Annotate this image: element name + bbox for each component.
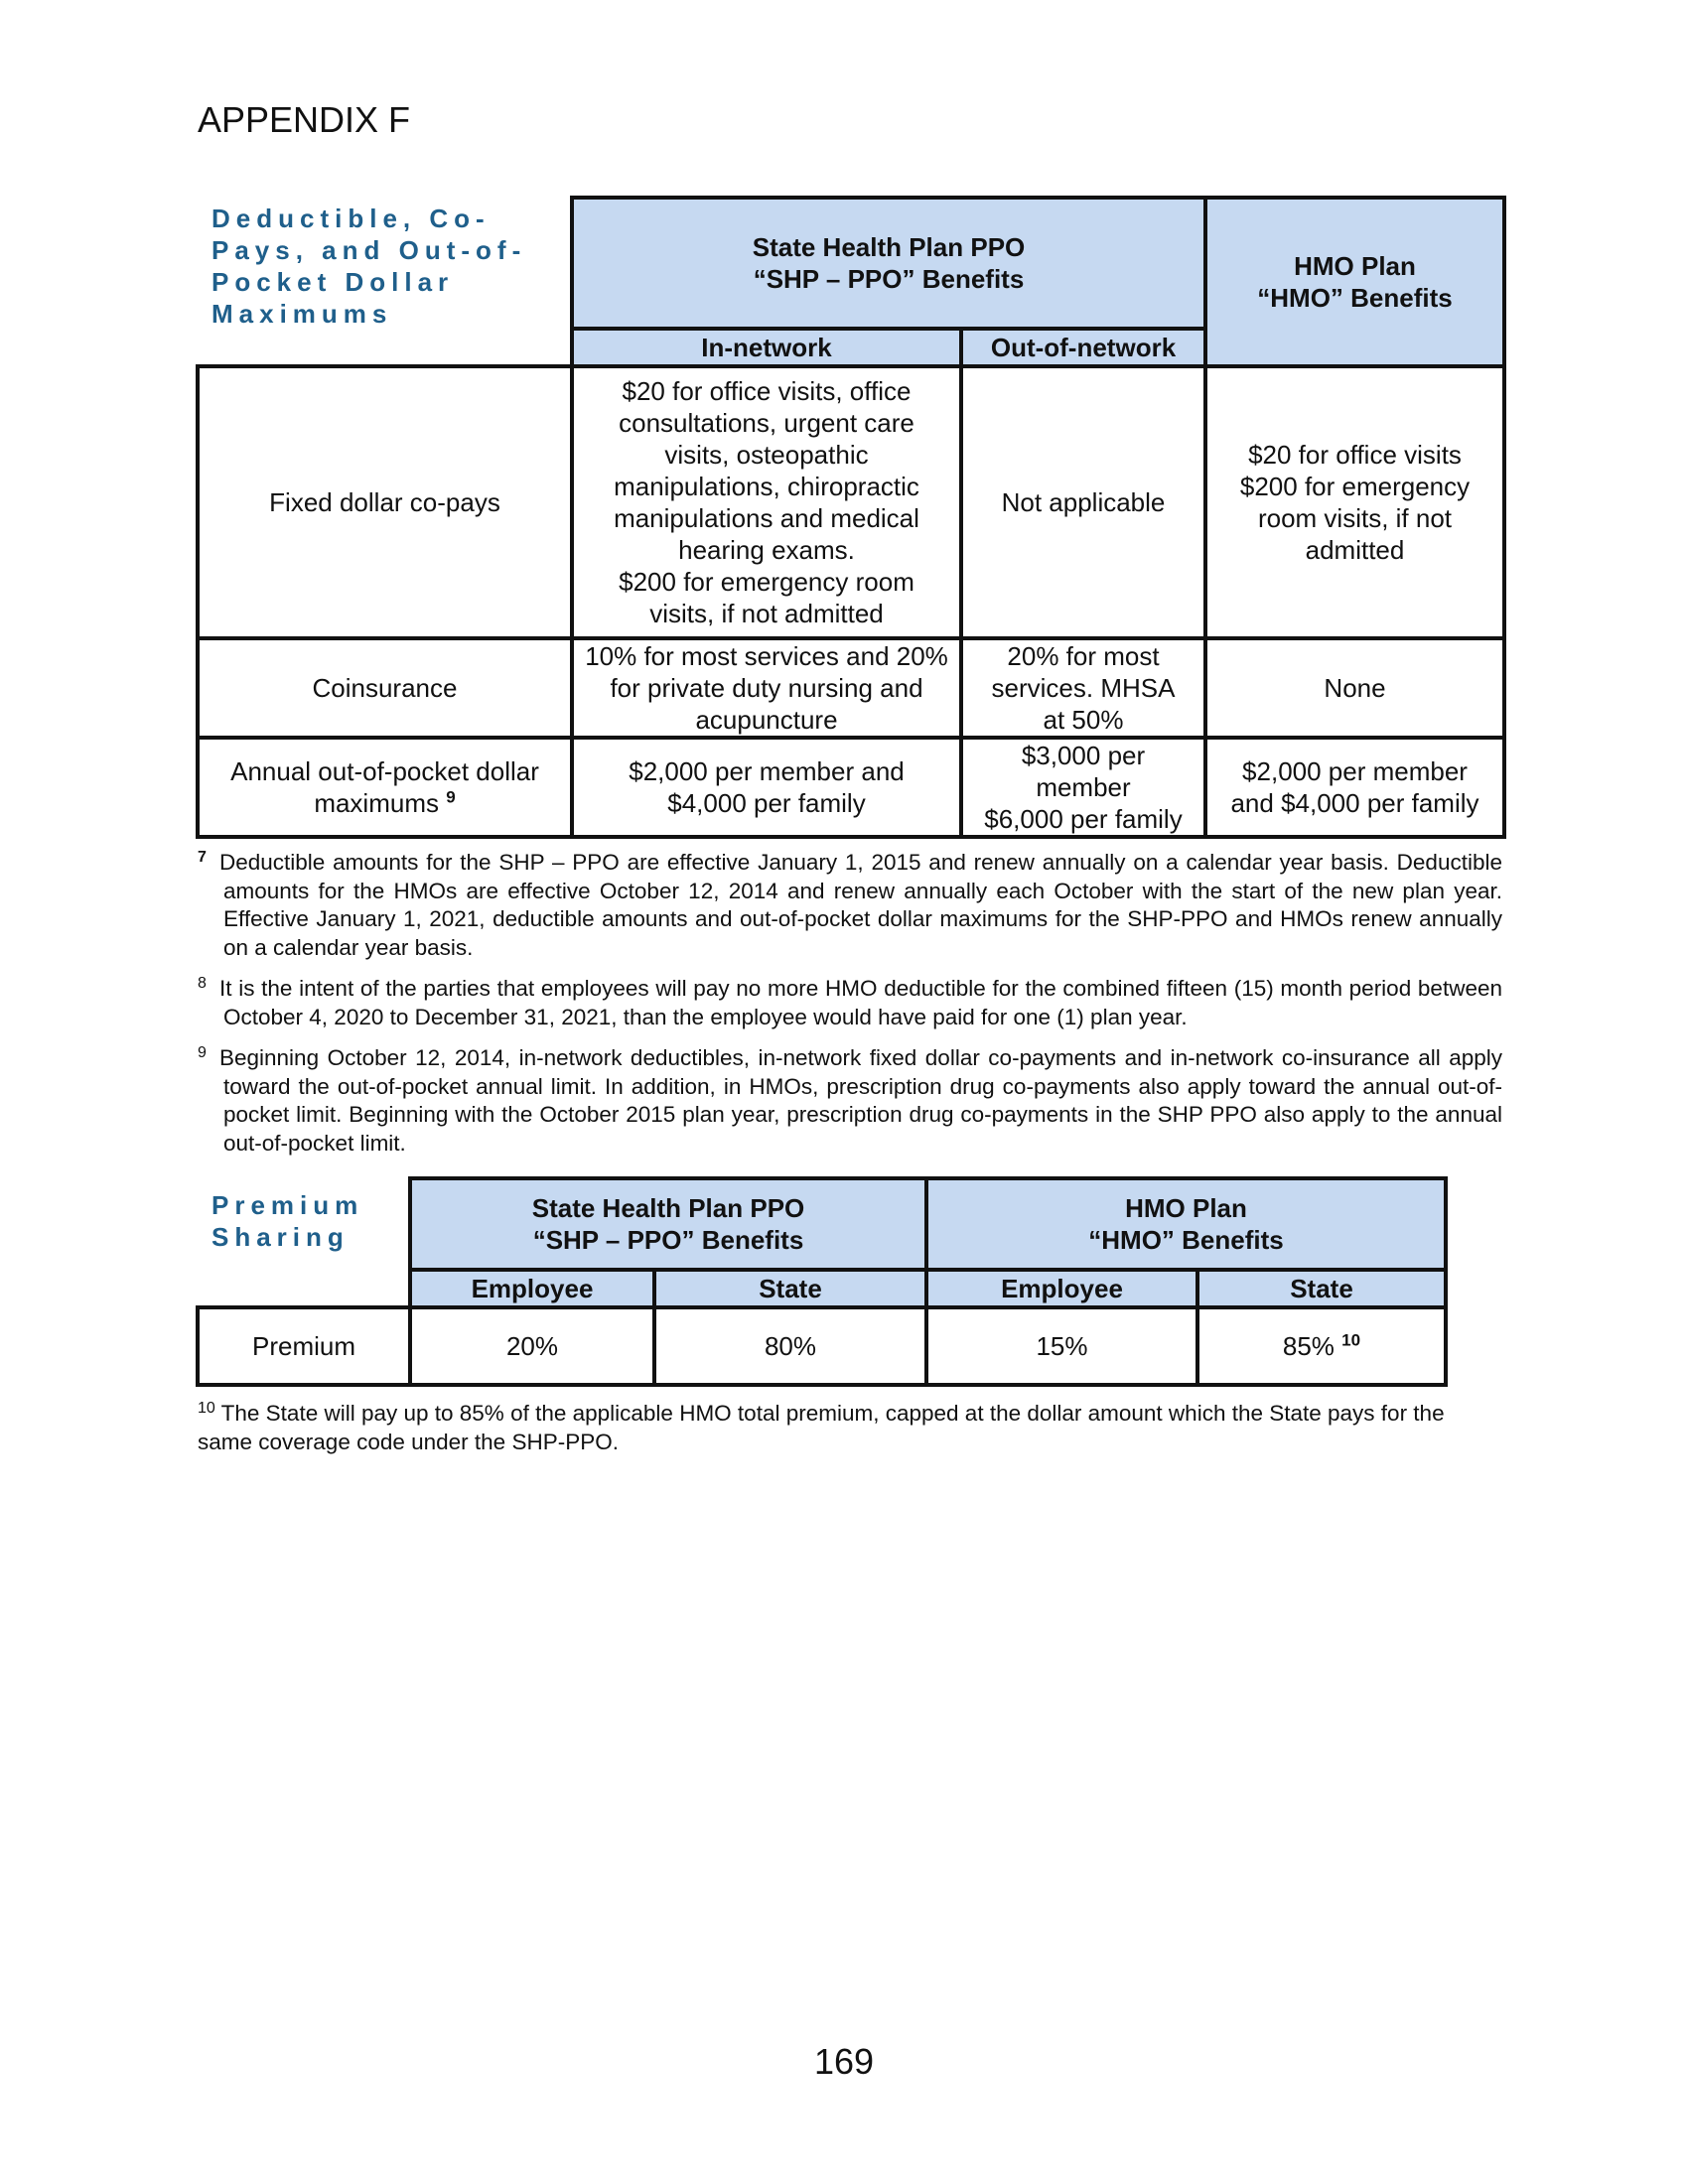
premium-section-heading: Premium Sharing <box>211 1190 364 1252</box>
premium-ppo-header: State Health Plan PPO “SHP – PPO” Benefits <box>410 1178 926 1270</box>
footnote-10: $^{10}$ The State will pay up to 85% of the applicable HMO total premium, capped at the dollar amount which the State pays for the same coverage code under the SHP-PPO. <box>198 1400 1445 1454</box>
table-row <box>198 366 1504 638</box>
cell-oop-out-of-network: $3,000 per member $6,000 per family <box>961 738 1205 837</box>
cell-copays-out-of-network: Not applicable <box>961 366 1205 638</box>
premium-table <box>196 1176 1448 1387</box>
cell-copays-in-network: $20 for office visits, office consultations, urgent care visits, osteopathic manipulations, chiropractic manipulations and medical hearing exams. $200 for emergency room visits, if not admitted <box>572 366 961 638</box>
cell-ppo-employee: 20% <box>410 1307 654 1385</box>
subheader-hmo-state: State <box>1197 1270 1446 1307</box>
premium-corner-cell <box>198 1178 410 1270</box>
footnote-9: 9 Beginning October 12, 2014, in-network deductibles, in-network fixed dollar co-payments and in-network co-insurance all apply toward the out-of-pocket annual limit. In addition, in HMOs, prescription drug co-payments also apply toward the annual out-of-pocket limit. Beginning with the October 2015 plan year, prescription drug co-payments in the SHP PPO also apply to the annual out-of-pocket limit. <box>198 1044 1502 1156</box>
table-row <box>198 1307 1446 1385</box>
row-label-annual-oop-max: Annual out-of-pocket dollar maximums $^9$ <box>198 738 572 837</box>
table-row <box>198 738 1504 837</box>
page-number: 169 <box>813 2041 875 2082</box>
cell-oop-in-network: $2,000 per member and $4,000 per family <box>572 738 961 837</box>
footnote-ref-10: 10 <box>1341 1330 1361 1350</box>
row-label-premium: Premium <box>198 1307 410 1385</box>
deductible-corner-cell <box>198 198 572 329</box>
deductible-table <box>196 196 1506 839</box>
subheader-ppo-employee: Employee <box>410 1270 654 1307</box>
table-row <box>198 638 1504 738</box>
subheader-out-of-network: Out-of-network <box>961 329 1205 366</box>
footnote-ref-9: 9 <box>446 787 456 807</box>
deductible-ppo-header: State Health Plan PPO “SHP – PPO” Benefits <box>572 198 1205 329</box>
cell-copays-hmo: $20 for office visits $200 for emergency room visits, if not admitted <box>1205 366 1504 638</box>
row-label-fixed-copays: Fixed dollar co-pays <box>198 366 572 638</box>
premium-corner-cell-lower <box>198 1270 410 1307</box>
deductible-corner-cell-lower <box>198 329 572 366</box>
cell-oop-hmo: $2,000 per member and $4,000 per family <box>1205 738 1504 837</box>
deductible-hmo-header: HMO Plan “HMO” Benefits <box>1205 198 1504 366</box>
footnotes <box>198 844 1502 1165</box>
subheader-hmo-employee: Employee <box>926 1270 1197 1307</box>
footnote-8: 8 It is the intent of the parties that employees will pay no more HMO deductible for the combined fifteen (15) month period between October 4, 2020 to December 31, 2021, than the employee would have paid for one (1) plan year. <box>198 975 1502 1029</box>
footnote-7: 7 Deductible amounts for the SHP – PPO are effective January 1, 2015 and renew annually on a calendar year basis. Deductible amounts for the HMOs are effective October 12, 2014 and renew annually each October with the start of the new plan year. Effective January 1, 2021, deductible amounts and out-of-pocket dollar maximums for the SHP-PPO and HMOs renew annually on a calendar year basis. <box>198 849 1502 960</box>
page-heading: APPENDIX F <box>198 99 411 140</box>
row-label-coinsurance: Coinsurance <box>198 638 572 738</box>
cell-coinsurance-in-network: 10% for most services and 20% for private duty nursing and acupuncture <box>572 638 961 738</box>
cell-hmo-state: 85% $^{10}$ <box>1197 1307 1446 1385</box>
subheader-in-network: In-network <box>572 329 961 366</box>
premium-hmo-header: HMO Plan “HMO” Benefits <box>926 1178 1446 1270</box>
cell-coinsurance-hmo: None <box>1205 638 1504 738</box>
deductible-section-heading: Deductible, Co- Pays, and Out-of- Pocket Dollar Maximums <box>211 204 527 329</box>
subheader-ppo-state: State <box>654 1270 926 1307</box>
cell-ppo-state: 80% <box>654 1307 926 1385</box>
cell-hmo-employee: 15% <box>926 1307 1197 1385</box>
cell-coinsurance-out-of-network: 20% for most services. MHSA at 50% <box>961 638 1205 738</box>
